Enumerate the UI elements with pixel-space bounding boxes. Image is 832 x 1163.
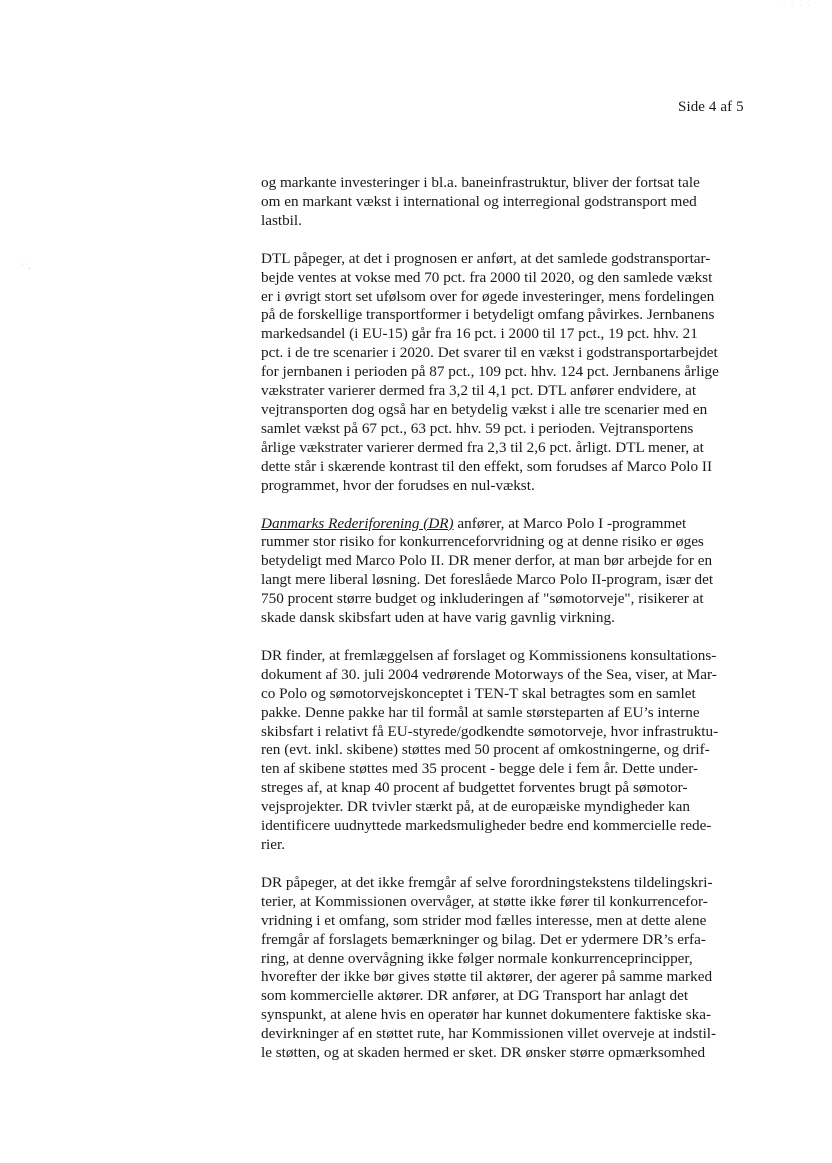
- paragraph-3: [261, 515, 751, 628]
- paragraph-1: [261, 174, 751, 231]
- text-line: markedsandel (i EU-15) går fra 16 pct. i 2000 til 17 pct., 19 pct. hhv. 21: [261, 325, 698, 343]
- text-line: vejtransporten dog også har en betydelig vækst i alle tre scenarier med en: [261, 400, 708, 418]
- text-line: som kommercielle aktører. DR anfører, at DG Transport har anlagt det: [261, 987, 689, 1005]
- text-line: devirkninger af en støttet rute, har Kommissionen villet overveje at indstil-: [261, 1025, 717, 1043]
- text-line: bejde ventes at vokse med 70 pct. fra 2000 til 2020, og den samlede vækst: [261, 268, 713, 286]
- text-line: vækstrater varierer dermed fra 3,2 til 4,1 pct. DTL anfører endvidere, at: [261, 382, 697, 400]
- text-line: DR finder, at fremlæggelsen af forslaget og Kommissionens konsultations-: [261, 646, 717, 664]
- text-line: streges af, at knap 40 procent af budgettet forventes brugt på sømotor-: [261, 779, 688, 797]
- text-line: 750 procent større budget og inkluderingen af "sømotorveje", risikerer at: [261, 590, 704, 608]
- text-line: samlet vækst på 67 pct., 63 pct. hhv. 59 pct. i perioden. Vejtransportens: [261, 419, 694, 437]
- text-line: dokument af 30. juli 2004 vedrørende Motorways of the Sea, viser, at Mar-: [261, 665, 717, 683]
- text-line: vejsprojekter. DR tvivler stærkt på, at de europæiske myndigheder kan: [261, 798, 690, 816]
- text-line: co Polo og sømotorvejskonceptet i TEN-T skal betragtes som en samlet: [261, 684, 696, 702]
- text-line: ren (evt. inkl. skibene) støttes med 50 procent af omkostningerne, og drif-: [261, 741, 710, 759]
- document-body: [261, 174, 751, 1082]
- text-line: betydeligt med Marco Polo II. DR mener derfor, at man bør arbejde for en: [261, 552, 713, 570]
- text-line: hvorefter der ikke bør gives støtte til aktører, der agerer på samme marked: [261, 968, 713, 986]
- text-line: for jernbanen i perioden på 87 pct., 109 pct. hhv. 124 pct. Jernbanens årlige: [261, 363, 719, 381]
- text-line: ring, at denne overvågning ikke følger normale konkurrenceprincipper,: [261, 949, 693, 967]
- page-number: Side 4 af 5: [678, 99, 744, 115]
- text-line: rummer stor risiko for konkurrenceforvridning og at denne risiko er øges: [261, 533, 704, 551]
- scan-artifact-margin: ˙ ˙.: [21, 262, 31, 271]
- text-line-first: [261, 515, 751, 534]
- scan-artifact-top: · · · · ·: [775, 2, 812, 10]
- paragraph-2: [261, 250, 751, 496]
- text-line: dette står i skærende kontrast til den effekt, som forudses af Marco Polo II: [261, 457, 713, 475]
- text-line: fremgår af forslagets bemærkninger og bilag. Det er ydermere DR’s erfa-: [261, 930, 706, 948]
- text-line: programmet, hvor der forudses en nul-vækst.: [261, 476, 535, 494]
- paragraph-5: [261, 874, 751, 1063]
- text-line: identificere uudnyttede markedsmuligheder bedre end kommercielle rede-: [261, 817, 712, 835]
- text-line-rest: anfører, at Marco Polo I -programmet: [453, 514, 687, 532]
- text-line: terier, at Kommissionen overvåger, at støtte ikke fører til konkurrencefor-: [261, 892, 708, 910]
- text-line: er i øvrigt stort set ufølsom over for øgede investeringer, mens fordelingen: [261, 287, 715, 305]
- text-line: om en markant vækst i international og interregional godstransport med: [261, 192, 697, 210]
- text-line: DR påpeger, at det ikke fremgår af selve forordningstekstens tildelingskri-: [261, 873, 713, 891]
- text-line: skade dansk skibsfart uden at have varig gavnlig virkning.: [261, 609, 615, 627]
- text-line: DTL påpeger, at det i prognosen er anført, at det samlede godstransportar-: [261, 249, 711, 267]
- text-line: synspunkt, at alene hvis en operatør har kunnet dokumentere faktiske ska-: [261, 1006, 712, 1024]
- text-line: årlige vækstrater varierer dermed fra 2,3 til 2,6 pct. årligt. DTL mener, at: [261, 438, 704, 456]
- paragraph-4: [261, 647, 751, 855]
- text-line: skibsfart i relativt få EU-styrede/godkendte sømotorveje, hvor infrastruktu-: [261, 722, 719, 740]
- organization-name: Danmarks Rederiforening (DR): [261, 514, 454, 532]
- text-line: ten af skibene støttes med 35 procent - begge dele i fem år. Dette under-: [261, 760, 699, 778]
- text-line: vridning i et omfang, som strider mod fælles interesse, men at dette alene: [261, 911, 707, 929]
- text-line: rier.: [261, 836, 286, 853]
- text-line: pct. i de tre scenarier i 2020. Det svarer til en vækst i godstransportarbejdet: [261, 344, 718, 362]
- text-line: pakke. Denne pakke har til formål at samle størsteparten af EU’s interne: [261, 703, 700, 721]
- text-line: langt mere liberal løsning. Det foreslåede Marco Polo II-program, især det: [261, 571, 714, 589]
- text-line: på de forskellige transportformer i betydeligt omfang påvirkes. Jernbanens: [261, 306, 715, 324]
- text-line: og markante investeringer i bl.a. baneinfrastruktur, bliver der fortsat tale: [261, 174, 700, 191]
- text-line: lastbil.: [261, 211, 302, 229]
- text-line: le støtten, og at skaden hermed er sket. DR ønsker større opmærksomhed: [261, 1044, 706, 1062]
